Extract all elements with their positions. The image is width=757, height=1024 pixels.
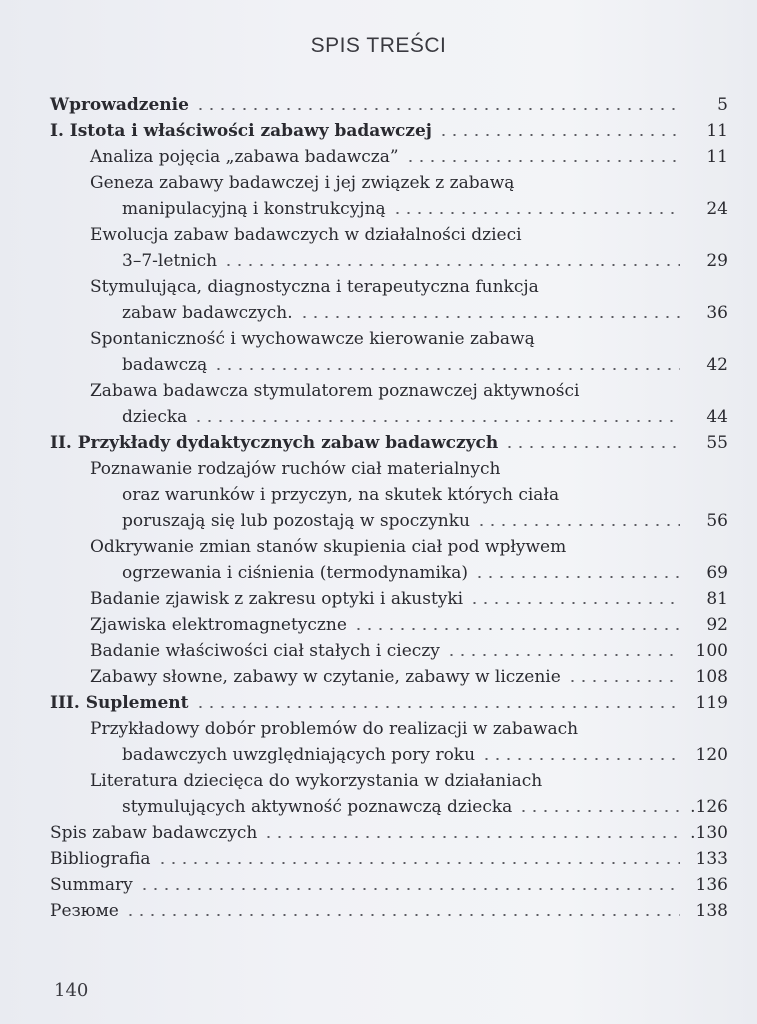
- toc-entry-title-continued: ogrzewania i ciśnienia (termodynamika): [122, 563, 468, 583]
- toc-entry-title: Резюме: [50, 901, 119, 921]
- dot-leader: [481, 758, 680, 760]
- dot-leader: [567, 680, 680, 682]
- toc-entry-title: Analiza pojęcia „zabawa badawcza”: [90, 147, 399, 167]
- toc-page-number: 11: [706, 121, 728, 141]
- toc-entry-title-continued: 3–7-letnich: [122, 251, 218, 271]
- toc-entry: [50, 534, 728, 586]
- toc-page-number: 44: [706, 407, 728, 427]
- toc-entry-title-continued: manipulacyjną i konstrukcyjną: [122, 199, 386, 219]
- toc-entry: [50, 638, 728, 664]
- toc-entry-title-continued: stymulujących aktywność poznawczą dziecka: [122, 797, 513, 817]
- toc-entry: [50, 872, 728, 898]
- toc-entry-title: Spis zabaw badawczych: [50, 823, 258, 843]
- dot-leader: [476, 524, 680, 526]
- toc-entry-title: Badanie właściwości ciał stałych i cieczy: [90, 641, 440, 661]
- toc-page-number: 138: [695, 901, 728, 921]
- toc-entry: [50, 378, 728, 430]
- toc-entry-title: Bibliografia: [50, 849, 151, 869]
- toc-page-number: 29: [706, 251, 728, 271]
- dot-leader: [405, 160, 680, 162]
- toc-entry: [50, 170, 728, 222]
- toc-entry: [50, 92, 728, 118]
- dot-leader: [193, 420, 680, 422]
- toc-entry-title-continued: oraz warunków i przyczyn, na skutek których ciała: [122, 485, 560, 505]
- toc-page-number: 100: [695, 641, 728, 661]
- dot-leader: [157, 862, 680, 864]
- toc-entry: [50, 820, 728, 846]
- toc-entry: [50, 664, 728, 690]
- toc-entry-title: I. Istota i właściwości zabawy badawczej: [50, 121, 432, 141]
- toc-entry-title-continued: poruszają się lub pozostają w spoczynku: [122, 511, 471, 531]
- toc-page-number: 119: [695, 693, 728, 713]
- toc-entry-title: Geneza zabawy badawczej i jej związek z zabawą: [90, 173, 515, 193]
- toc-entry-title: Zabawa badawcza stymulatorem poznawczej aktywności: [90, 381, 580, 401]
- table-of-contents: [50, 92, 728, 924]
- toc-entry: [50, 768, 728, 820]
- toc-page-number: .126: [690, 797, 728, 817]
- toc-page-number: .130: [690, 823, 728, 843]
- toc-entry: [50, 846, 728, 872]
- dot-leader: [446, 654, 680, 656]
- toc-entry-title-continued: badawczą: [122, 355, 208, 375]
- toc-entry-title: Wprowadzenie: [50, 95, 189, 115]
- toc-entry: [50, 430, 728, 456]
- toc-entry-title: Summary: [50, 875, 133, 895]
- dot-leader: [213, 368, 680, 370]
- toc-entry-title: Spontaniczność i wychowawcze kierowanie zabawą: [90, 329, 535, 349]
- dot-leader: [504, 446, 680, 448]
- toc-page-number: 81: [706, 589, 728, 609]
- toc-entry: [50, 690, 728, 716]
- dot-leader: [518, 810, 680, 812]
- toc-entry: [50, 716, 728, 768]
- dot-leader: [392, 212, 680, 214]
- page-title: SPIS TREŚCI: [310, 34, 447, 57]
- toc-entry-title-continued: badawczych uwzględniających pory roku: [122, 745, 476, 765]
- toc-entry-title-continued: dziecka: [122, 407, 188, 427]
- toc-page-number: 36: [706, 303, 728, 323]
- dot-leader: [299, 316, 680, 318]
- toc-page-number: 42: [706, 355, 728, 375]
- toc-page-number: 5: [717, 95, 728, 115]
- dot-leader: [469, 602, 680, 604]
- toc-page-number: 108: [695, 667, 728, 687]
- toc-entry-title: Przykładowy dobór problemów do realizacji w zabawach: [90, 719, 579, 739]
- toc-entry-title: Zjawiska elektromagnetyczne: [90, 615, 347, 635]
- toc-entry-title: Stymulująca, diagnostyczna i terapeutyczna funkcja: [90, 277, 539, 297]
- dot-leader: [353, 628, 680, 630]
- toc-entry-title: II. Przykłady dydaktycznych zabaw badawczych: [50, 433, 499, 453]
- toc-page-number: 24: [706, 199, 728, 219]
- dot-leader: [223, 264, 680, 266]
- toc-page-number: 136: [695, 875, 728, 895]
- toc-entry: [50, 898, 728, 924]
- toc-entry-title: Literatura dziecięca do wykorzystania w działaniach: [90, 771, 543, 791]
- dot-leader: [195, 706, 680, 708]
- dot-leader: [474, 576, 680, 578]
- toc-page-number: 92: [706, 615, 728, 635]
- toc-entry-title: Badanie zjawisk z zakresu optyki i akustyki: [90, 589, 464, 609]
- dot-leader: [438, 134, 680, 136]
- toc-entry: [50, 144, 728, 170]
- toc-entry-title: Zabawy słowne, zabawy w czytanie, zabawy w liczenie: [90, 667, 561, 687]
- toc-entry-title-continued: zabaw badawczych.: [122, 303, 293, 323]
- page-number-footer: 140: [54, 980, 89, 1001]
- dot-leader: [125, 914, 680, 916]
- dot-leader: [263, 836, 680, 838]
- toc-page-number: 11: [706, 147, 728, 167]
- toc-entry-title: Poznawanie rodzajów ruchów ciał materialnych: [90, 459, 501, 479]
- toc-entry-title: Odkrywanie zmian stanów skupienia ciał pod wpływem: [90, 537, 567, 557]
- toc-page-number: 55: [706, 433, 728, 453]
- toc-entry: [50, 118, 728, 144]
- toc-page-number: 69: [706, 563, 728, 583]
- toc-entry: [50, 274, 728, 326]
- toc-entry: [50, 586, 728, 612]
- toc-entry: [50, 612, 728, 638]
- toc-page-number: 120: [695, 745, 728, 765]
- dot-leader: [139, 888, 680, 890]
- toc-entry: [50, 326, 728, 378]
- toc-page-number: 133: [695, 849, 728, 869]
- toc-entry-title: III. Suplement: [50, 693, 189, 713]
- toc-page-number: 56: [706, 511, 728, 531]
- dot-leader: [195, 108, 680, 110]
- toc-entry: [50, 222, 728, 274]
- toc-entry: [50, 456, 728, 534]
- toc-entry-title: Ewolucja zabaw badawczych w działalności dzieci: [90, 225, 522, 245]
